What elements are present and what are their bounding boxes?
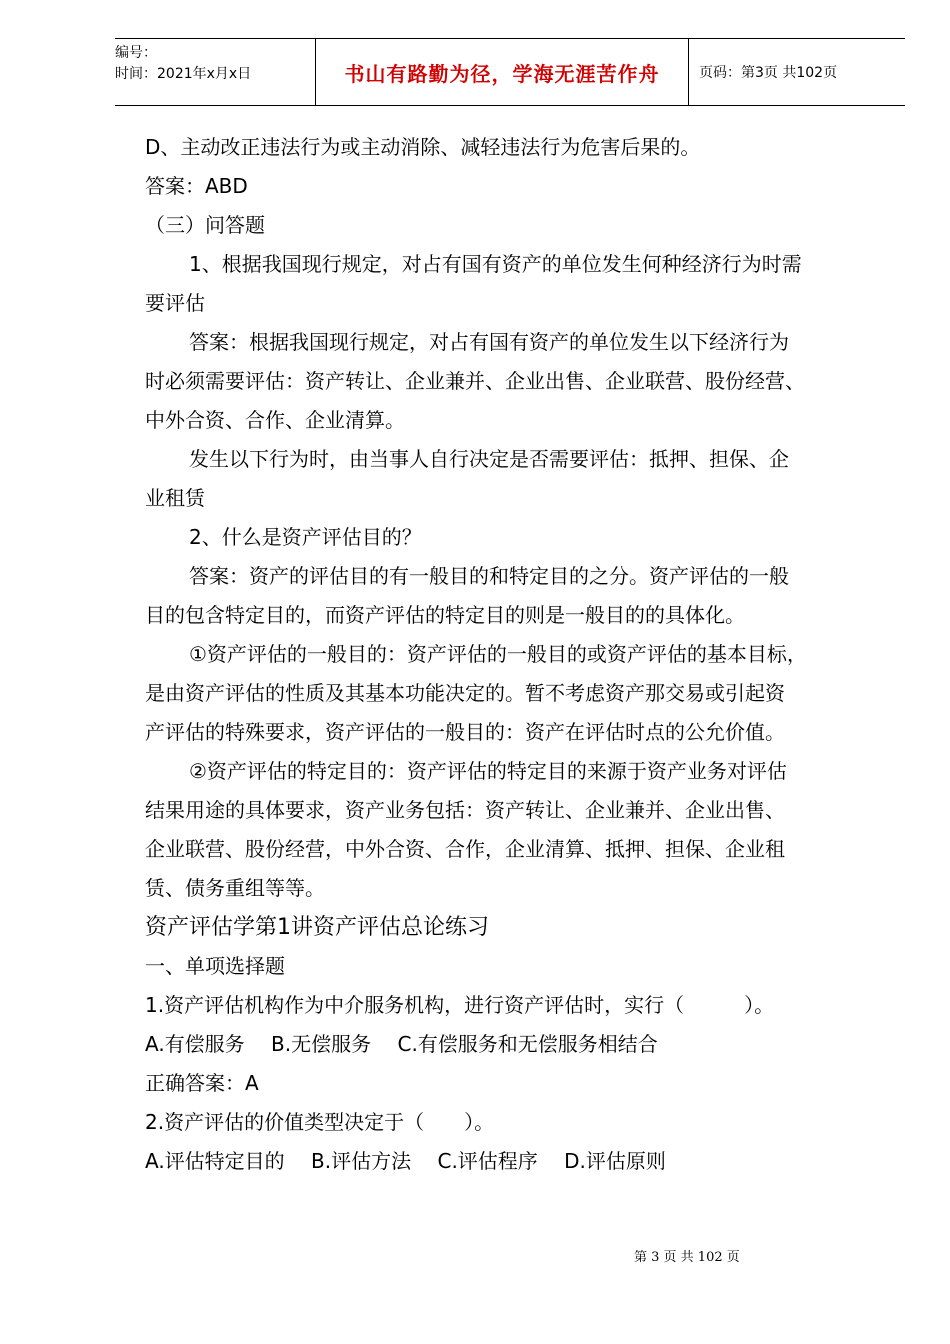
header-page-info: 页码：第3页 共102页 <box>699 65 838 81</box>
section-heading: （三）问答题 <box>145 213 265 237</box>
question-1: 1、根据我国现行规定，对占有国有资产的单位发生何种经济行为时需 <box>189 252 802 276</box>
text-line: 时必须需要评估：资产转让、企业兼并、企业出售、企业联营、股份经营、 <box>145 369 805 393</box>
text-line: 业租赁 <box>145 486 205 510</box>
header-left <box>115 39 315 105</box>
text-line: 是由资产评估的性质及其基本功能决定的。暂不考虑资产那交易或引起资 <box>145 681 785 705</box>
time-label: 时间：2021年x月x日 <box>115 66 252 82</box>
text-line: D、主动改正违法行为或主动消除、减轻违法行为危害后果的。 <box>145 135 701 159</box>
text-line: 赁、债务重组等等。 <box>145 876 325 900</box>
options-line: A.评估特定目的 B.评估方法 C.评估程序 D.评估原则 <box>145 1149 666 1173</box>
chapter-title: 资产评估学第1讲资产评估总论练习 <box>145 915 489 940</box>
text-line: 中外合资、合作、企业清算。 <box>145 408 405 432</box>
text-line: 发生以下行为时，由当事人自行决定是否需要评估：抵押、担保、企 <box>189 447 789 471</box>
text-line: 要评估 <box>145 291 205 315</box>
answer-line: 答案：ABD <box>145 174 248 198</box>
text-line: 结果用途的具体要求，资产业务包括：资产转让、企业兼并、企业出售、 <box>145 798 785 822</box>
section-heading: 一、单项选择题 <box>145 954 285 978</box>
page-header <box>115 38 905 106</box>
answer-1: 答案：根据我国现行规定，对占有国有资产的单位发生以下经济行为 <box>189 330 789 354</box>
question-line: 2.资产评估的价值类型决定于（ ）。 <box>145 1110 495 1134</box>
header-motto: 书山有路勤为径，学海无涯苦作舟 <box>315 39 689 105</box>
text-line: 目的包含特定目的，而资产评估的特定目的则是一般目的的具体化。 <box>145 603 745 627</box>
text-line: ②资产评估的特定目的：资产评估的特定目的来源于资产业务对评估 <box>189 759 787 783</box>
text-line: ①资产评估的一般目的：资产评估的一般目的或资产评估的基本目标， <box>189 642 807 666</box>
answer-line: 正确答案：A <box>145 1071 259 1095</box>
question-line: 1.资产评估机构作为中介服务机构，进行资产评估时，实行（ ）。 <box>145 993 775 1017</box>
text-line: 产评估的特殊要求，资产评估的一般目的：资产在评估时点的公允价值。 <box>145 720 785 744</box>
options-line: A.有偿服务 B.无偿服务 C.有偿服务和无偿服务相结合 <box>145 1032 658 1056</box>
question-2: 2、什么是资产评估目的？ <box>189 525 422 549</box>
document-body <box>145 128 885 1181</box>
answer-2: 答案：资产的评估目的有一般目的和特定目的之分。资产评估的一般 <box>189 564 789 588</box>
text-line: 企业联营、股份经营，中外合资、合作，企业清算、抵押、担保、企业租 <box>145 837 785 861</box>
page-footer: 第 3 页 共 102 页 <box>634 1250 740 1265</box>
number-label: 编号： <box>115 45 157 61</box>
